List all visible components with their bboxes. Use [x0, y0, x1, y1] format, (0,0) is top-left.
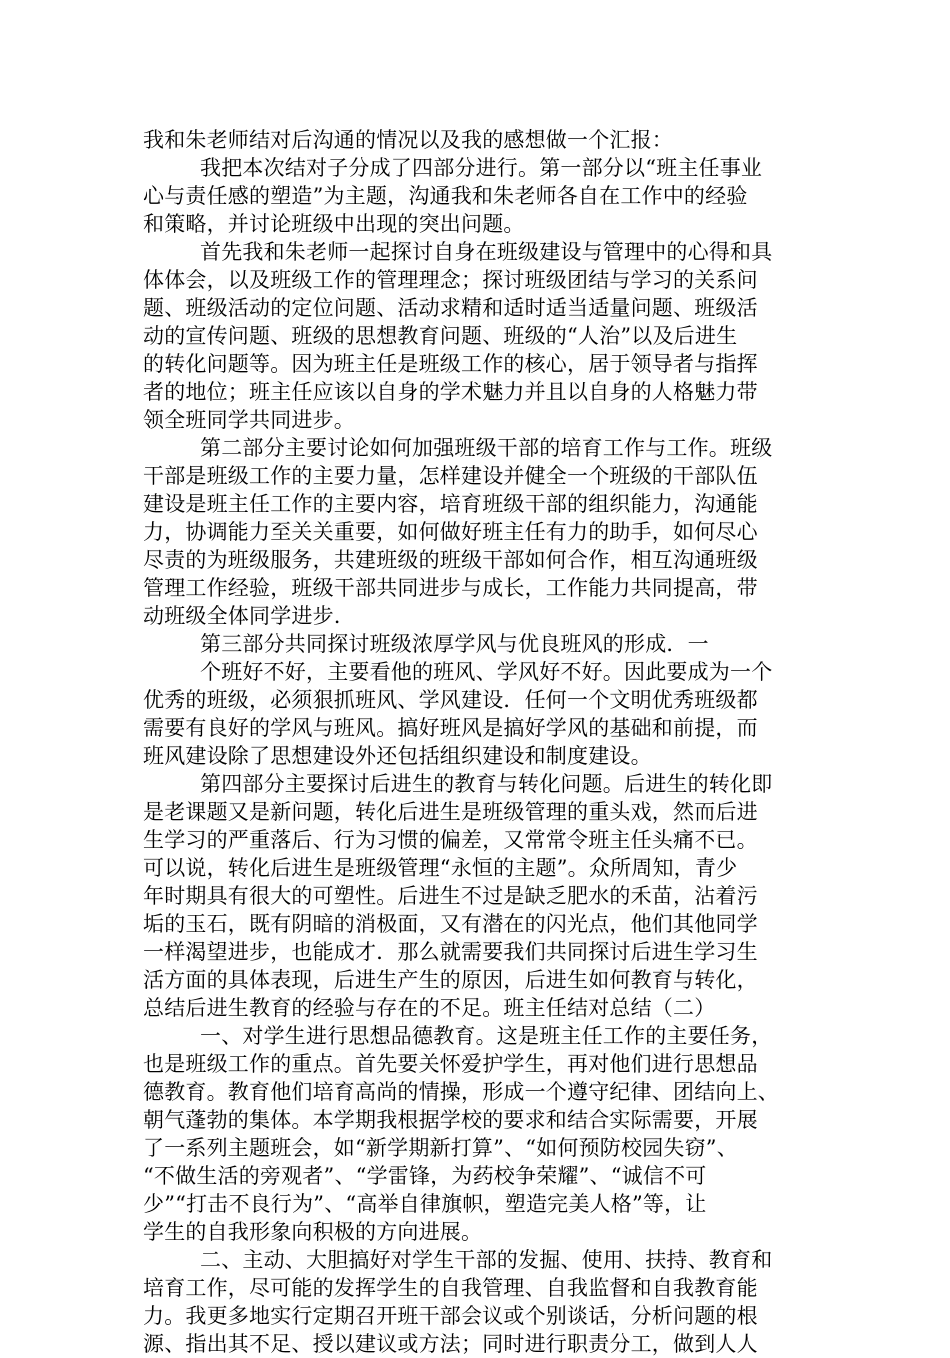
text-line: 领全班同学共同进步。: [143, 408, 355, 432]
text-line: 心与责任感的塑造”为主题，沟通我和朱老师各自在工作中的经验: [143, 184, 748, 208]
text-line: 也是班级工作的重点。首先要关怀爱护学生，再对他们进行思想品: [143, 1052, 758, 1076]
text-line: 垢的玉石，既有阴暗的消极面，又有潜在的闪光点，他们其他同学: [143, 912, 758, 936]
text-line: 源、指出其不足、授以建议或方法；同时进行职责分工，做到人人: [143, 1332, 758, 1356]
text-line: 体体会，以及班级工作的管理理念；探讨班级团结与学习的关系问: [143, 268, 758, 292]
text-line: 二、主动、大胆搞好对学生干部的发掘、使用、扶持、教育和: [200, 1248, 773, 1272]
text-line: 优秀的班级，必须狠抓班风、学风建设．任何一个文明优秀班级都: [143, 688, 758, 712]
text-line: 力。我更多地实行定期召开班干部会议或个别谈话，分析问题的根: [143, 1304, 758, 1328]
text-line: 动的宣传问题、班级的思想教育问题、班级的“人治”以及后进生: [143, 324, 738, 348]
text-line: 活方面的具体表现，后进生产生的原因，后进生如何教育与转化，: [143, 968, 758, 992]
text-line: 建设是班主任工作的主要内容，培育班级干部的组织能力，沟通能: [143, 492, 758, 516]
text-line: 学生的自我形象向积极的方向进展。: [143, 1220, 483, 1244]
text-line: 动班级全体同学进步.: [143, 604, 341, 628]
text-line: 是老课题又是新问题，转化后进生是班级管理的重头戏，然而后进: [143, 800, 758, 824]
text-line: 我和朱老师结对后沟通的情况以及我的感想做一个汇报：: [143, 128, 673, 152]
text-line: 干部是班级工作的主要力量，怎样建设并健全一个班级的干部队伍: [143, 464, 758, 488]
text-line: 尽责的为班级服务，共建班级的班级干部如何合作，相互沟通班级: [143, 548, 758, 572]
text-line: 题、班级活动的定位问题、活动求精和适时适当适量问题、班级活: [143, 296, 758, 320]
text-line: 可以说，转化后进生是班级管理“永恒的主题”。众所周知，青少: [143, 856, 738, 880]
text-line: 第四部分主要探讨后进生的教育与转化问题。后进生的转化即: [200, 772, 773, 796]
text-line: 了一系列主题班会，如“新学期新打算”、“如何预防校园失窃”、: [143, 1136, 738, 1160]
text-line: 管理工作经验，班级干部共同进步与成长，工作能力共同提高，带: [143, 576, 758, 600]
text-line: 者的地位；班主任应该以自身的学术魅力并且以自身的人格魅力带: [143, 380, 758, 404]
text-line: 首先我和朱老师一起探讨自身在班级建设与管理中的心得和具: [200, 240, 773, 264]
text-line: 少”“打击不良行为”、“高举自律旗帜，塑造完美人格”等，让: [143, 1192, 707, 1216]
text-line: 第二部分主要讨论如何加强班级干部的培育工作与工作。班级: [200, 436, 773, 460]
text-line: 班风建设除了思想建设外还包括组织建设和制度建设。: [143, 744, 652, 768]
text-line: 个班好不好，主要看他的班风、学风好不好。因此要成为一个: [200, 660, 773, 684]
text-line: 一、对学生进行思想品德教育。这是班主任工作的主要任务，: [200, 1024, 773, 1048]
document-body: [143, 126, 815, 1358]
text-line: 生学习的严重落后、行为习惯的偏差，又常常令班主任头痛不已。: [143, 828, 758, 852]
text-line: 德教育。教育他们培育高尚的情操，形成一个遵守纪律、团结向上、: [143, 1080, 779, 1104]
text-line: 的转化问题等。因为班主任是班级工作的核心，居于领导者与指挥: [143, 352, 758, 376]
text-line: “不做生活的旁观者”、“学雷锋，为药校争荣耀”、“诚信不可: [143, 1164, 707, 1188]
text-line: 需要有良好的学风与班风。搞好班风是搞好学风的基础和前提，而: [143, 716, 758, 740]
text-line: 一样渴望进步，也能成才．那么就需要我们共同探讨后进生学习生: [143, 940, 758, 964]
text-line: 年时期具有很大的可塑性。后进生不过是缺乏肥水的禾苗，沾着污: [143, 884, 758, 908]
text-line: 和策略，并讨论班级中出现的突出问题。: [143, 212, 525, 236]
text-line: 朝气蓬勃的集体。本学期我根据学校的要求和结合实际需要，开展: [143, 1108, 758, 1132]
text-line: 培育工作，尽可能的发挥学生的自我管理、自我监督和自我教育能: [143, 1276, 758, 1300]
text-line: 力，协调能力至关关重要，如何做好班主任有力的助手，如何尽心: [143, 520, 758, 544]
text-line: 第三部分共同探讨班级浓厚学风与优良班风的形成．一: [200, 632, 709, 656]
text-line: 总结后进生教育的经验与存在的不足。班主任结对总结（二）: [143, 996, 716, 1020]
text-line: 我把本次结对子分成了四部分进行。第一部分以“班主任事业: [200, 156, 763, 180]
